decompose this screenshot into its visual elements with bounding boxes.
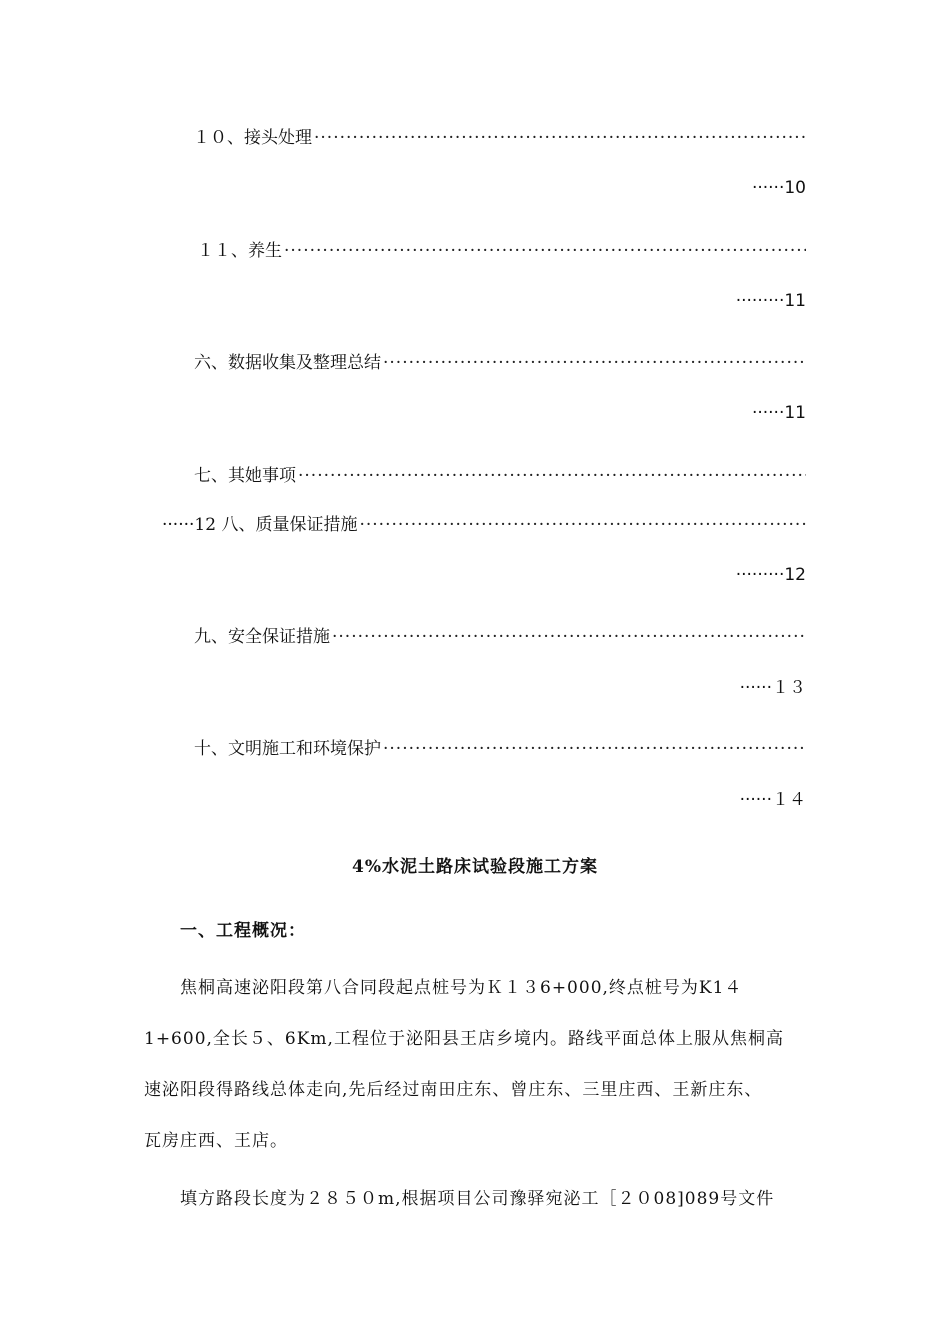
- paragraph-fill: [144, 1174, 808, 1225]
- toc-leader: [383, 352, 806, 374]
- toc-leader: [383, 738, 806, 760]
- toc-entry-8[interactable]: [0, 514, 806, 536]
- toc-leader: [332, 626, 806, 648]
- toc-leader: [314, 127, 806, 149]
- toc-entry-7[interactable]: [0, 465, 806, 487]
- toc-leader: [359, 514, 806, 536]
- toc-label: １１、养生: [197, 241, 282, 261]
- toc-page-number: ······10: [751, 178, 806, 198]
- paragraph-overview: [144, 963, 808, 1167]
- toc-page-number: ······11: [751, 403, 806, 423]
- toc-label: １０、接头处理: [193, 128, 312, 148]
- toc-label: 九、安全保证措施: [194, 627, 330, 647]
- toc-entry-6[interactable]: [0, 352, 806, 374]
- toc-label: 十、文明施工和环境保护: [194, 739, 381, 759]
- toc-entry-9[interactable]: [0, 626, 806, 648]
- toc-label: ······12 八、质量保证措施: [162, 515, 358, 535]
- toc-entry-10[interactable]: [0, 127, 806, 149]
- paragraph-line: 1+600,全长５、6Km,工程位于泌阳县王店乡境内。路线平面总体上服从焦桐高: [144, 1029, 784, 1049]
- document-title: 4%水泥土路床试验段施工方案: [352, 857, 598, 877]
- section-heading: 一、工程概况：: [180, 921, 306, 941]
- toc-page-number: ·········12: [735, 565, 806, 585]
- toc-label: 六、数据收集及整理总结: [194, 353, 381, 373]
- toc-page-number: ······１４: [739, 790, 806, 810]
- toc-leader: [298, 465, 806, 487]
- toc-entry-10-chapter[interactable]: [0, 738, 806, 760]
- toc-page-number: ·········11: [735, 291, 806, 311]
- paragraph-line: 速泌阳段得路线总体走向,先后经过南田庄东、曾庄东、三里庄西、王新庄东、: [144, 1080, 763, 1100]
- toc-entry-11[interactable]: [0, 240, 806, 262]
- toc-label: 七、其她事项: [194, 466, 296, 486]
- paragraph-line: 填方路段长度为２８５０m,根据项目公司豫驿宛泌工［２０08]089号文件: [180, 1189, 775, 1209]
- toc-leader: [284, 240, 806, 262]
- paragraph-line: 瓦房庄西、王店。: [144, 1131, 288, 1151]
- toc-page-number: ······１３: [739, 678, 806, 698]
- paragraph-line: 焦桐高速泌阳段第八合同段起点桩号为Ｋ１３6+000,终点桩号为K1４: [180, 978, 743, 998]
